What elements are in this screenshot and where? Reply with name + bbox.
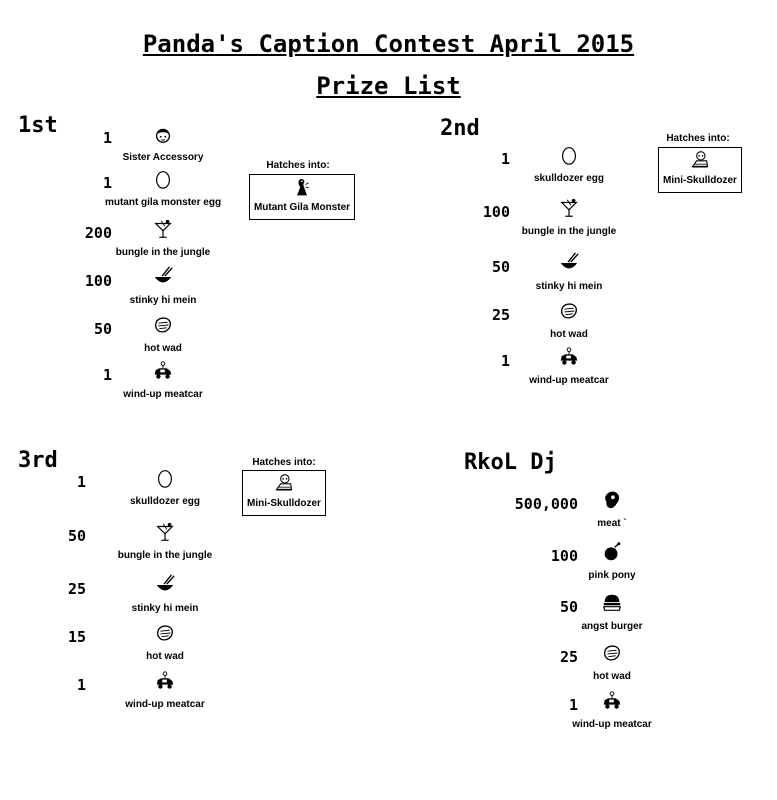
prize-item bbox=[88, 360, 238, 402]
page-subtitle: Prize List bbox=[316, 72, 461, 100]
hot-wad-icon bbox=[154, 622, 176, 644]
prize-quantity: 1 bbox=[76, 473, 86, 491]
cocktail-icon bbox=[152, 218, 174, 240]
prize-label: bungle in the jungle bbox=[117, 550, 213, 561]
prize-item bbox=[90, 467, 240, 509]
prize-item bbox=[88, 168, 238, 210]
prize-quantity: 25 bbox=[559, 648, 578, 666]
prize-item bbox=[90, 574, 240, 616]
prize-quantity: 15 bbox=[67, 628, 86, 646]
prize-quantity: 1 bbox=[102, 129, 112, 147]
prize-item bbox=[494, 252, 644, 294]
hatch-heading: Hatches into: bbox=[666, 133, 730, 144]
egg-icon bbox=[558, 144, 580, 166]
prize-item bbox=[537, 489, 687, 531]
cocktail-icon bbox=[154, 521, 176, 543]
hot-wad-icon bbox=[558, 300, 580, 322]
prize-quantity: 100 bbox=[482, 203, 510, 221]
prize-item bbox=[88, 266, 238, 308]
prize-quantity: 25 bbox=[491, 306, 510, 324]
skulldozer-icon bbox=[274, 473, 294, 493]
section-heading: 2nd bbox=[440, 116, 480, 141]
prize-label: hot wad bbox=[550, 329, 588, 340]
egg-icon bbox=[152, 168, 174, 190]
prize-item bbox=[537, 541, 687, 583]
burger-icon bbox=[601, 592, 623, 614]
prize-item bbox=[494, 144, 644, 186]
hatch-label: Mutant Gila Monster bbox=[253, 202, 351, 213]
prize-label: wind-up meatcar bbox=[572, 719, 652, 730]
prize-item bbox=[494, 197, 644, 239]
prize-label: skulldozer egg bbox=[129, 496, 200, 507]
prize-item bbox=[88, 314, 238, 356]
prize-label: meat ` bbox=[597, 518, 627, 529]
prize-quantity: 100 bbox=[550, 547, 578, 565]
prize-quantity: 50 bbox=[93, 320, 112, 338]
noodle-bowl-icon bbox=[154, 574, 176, 596]
prize-quantity: 500,000 bbox=[514, 495, 578, 513]
prize-quantity: 1 bbox=[568, 696, 578, 714]
hatch-heading: Hatches into: bbox=[266, 160, 330, 171]
sister-accessory-icon bbox=[152, 123, 174, 145]
prize-quantity: 1 bbox=[76, 676, 86, 694]
prize-label: skulldozer egg bbox=[533, 173, 604, 184]
prize-item bbox=[494, 346, 644, 388]
hot-wad-icon bbox=[152, 314, 174, 336]
prize-quantity: 1 bbox=[500, 150, 510, 168]
prize-label: stinky hi mein bbox=[129, 295, 197, 306]
skulldozer-icon bbox=[690, 150, 710, 170]
hatch-label: Mini-Skulldozer bbox=[247, 498, 321, 509]
prize-label: hot wad bbox=[146, 651, 184, 662]
hot-wad-icon bbox=[601, 642, 623, 664]
meatcar-icon bbox=[154, 670, 176, 692]
prize-item bbox=[537, 592, 687, 634]
meatcar-icon bbox=[601, 690, 623, 712]
prize-label: pink pony bbox=[588, 570, 636, 581]
meatcar-icon bbox=[558, 346, 580, 368]
section-heading: 1st bbox=[18, 113, 58, 138]
prize-label: Sister Accessory bbox=[122, 152, 204, 163]
prize-label: wind-up meatcar bbox=[125, 699, 205, 710]
prize-label: bungle in the jungle bbox=[521, 226, 617, 237]
prize-label: wind-up meatcar bbox=[123, 389, 203, 400]
prize-item bbox=[537, 642, 687, 684]
page-title: Panda's Caption Contest April 2015 bbox=[142, 30, 635, 58]
prize-label: bungle in the jungle bbox=[115, 247, 211, 258]
meatcar-icon bbox=[152, 360, 174, 382]
hatch-result-box bbox=[242, 470, 326, 516]
egg-icon bbox=[154, 467, 176, 489]
cocktail-icon bbox=[558, 197, 580, 219]
prize-label: mutant gila monster egg bbox=[104, 197, 222, 208]
prize-label: stinky hi mein bbox=[535, 281, 603, 292]
prize-item bbox=[90, 521, 240, 563]
hatch-result-box bbox=[249, 174, 355, 220]
meat-icon bbox=[601, 489, 623, 511]
prize-quantity: 1 bbox=[102, 366, 112, 384]
prize-quantity: 50 bbox=[491, 258, 510, 276]
section-heading: 3rd bbox=[18, 448, 58, 473]
prize-item bbox=[537, 690, 687, 732]
prize-quantity: 100 bbox=[84, 272, 112, 290]
prize-item bbox=[90, 670, 240, 712]
prize-quantity: 50 bbox=[559, 598, 578, 616]
pink-pony-icon bbox=[601, 541, 623, 563]
prize-quantity: 1 bbox=[102, 174, 112, 192]
prize-label: stinky hi mein bbox=[131, 603, 199, 614]
prize-item bbox=[90, 622, 240, 664]
hatch-result-box bbox=[658, 147, 742, 193]
prize-label: hot wad bbox=[144, 343, 182, 354]
prize-quantity: 200 bbox=[84, 224, 112, 242]
prize-label: wind-up meatcar bbox=[529, 375, 609, 386]
hatch-label: Mini-Skulldozer bbox=[663, 175, 737, 186]
hatch-heading: Hatches into: bbox=[252, 457, 316, 468]
prize-quantity: 25 bbox=[67, 580, 86, 598]
prize-item bbox=[88, 123, 238, 165]
section-heading: RkoL Dj bbox=[464, 450, 557, 475]
prize-label: angst burger bbox=[581, 621, 643, 632]
noodle-bowl-icon bbox=[558, 252, 580, 274]
prize-item bbox=[88, 218, 238, 260]
gila-monster-icon bbox=[292, 177, 312, 197]
prize-quantity: 1 bbox=[500, 352, 510, 370]
prize-item bbox=[494, 300, 644, 342]
prize-label: hot wad bbox=[593, 671, 631, 682]
prize-quantity: 50 bbox=[67, 527, 86, 545]
noodle-bowl-icon bbox=[152, 266, 174, 288]
